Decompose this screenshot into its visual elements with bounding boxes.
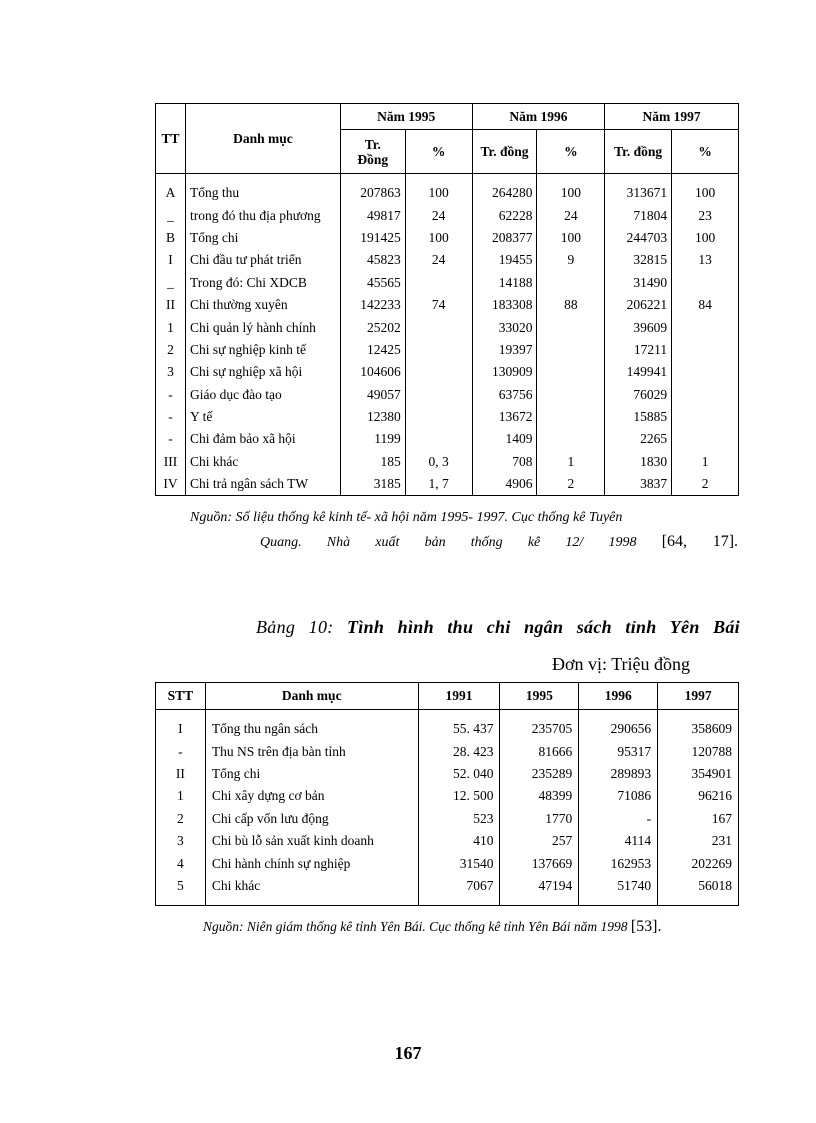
cell-value-1995: 25202 — [340, 316, 405, 338]
cell-stt: 2 — [156, 808, 206, 830]
source-note-1-line2: Quang. Nhà xuất bản thống kê 12/ 1998 [64, 17]. — [260, 533, 739, 550]
t2-header-1995: 1995 — [500, 683, 579, 710]
cell-percent-1997: 84 — [672, 294, 739, 316]
cell-tt: 1 — [156, 316, 186, 338]
cell-stt: 3 — [156, 830, 206, 852]
cell-tt: 2 — [156, 339, 186, 361]
cell-value-1995: 3185 — [340, 473, 405, 496]
cell-tt: A — [156, 174, 186, 205]
cell-1991: 523 — [418, 808, 500, 830]
cell-danh-muc: Chi đảm bảo xã hội — [185, 428, 340, 450]
cell-value-1995: 104606 — [340, 361, 405, 383]
t2-header-1997: 1997 — [658, 683, 739, 710]
cell-value-1996: 708 — [472, 451, 537, 473]
cell-value-1996: 19455 — [472, 249, 537, 271]
table-row — [156, 852, 739, 874]
cell-percent-1997: 13 — [672, 249, 739, 271]
cell-value-1995: 142233 — [340, 294, 405, 316]
cell-1997: 202269 — [658, 852, 739, 874]
cell-danh-muc: Chi thường xuyên — [185, 294, 340, 316]
cell-stt: 4 — [156, 852, 206, 874]
cell-percent-1997: 100 — [672, 227, 739, 249]
cell-percent-1995 — [405, 339, 472, 361]
table-row — [156, 361, 739, 383]
cell-1995: 235289 — [500, 763, 579, 785]
table-row — [156, 808, 739, 830]
budget-table-yen-bai — [155, 682, 739, 906]
cell-percent-1997: 1 — [672, 451, 739, 473]
cell-value-1996: 19397 — [472, 339, 537, 361]
cell-1996: 162953 — [579, 852, 658, 874]
header-tr-dong-1995: Tr. Đồng — [340, 130, 405, 174]
header-year-1997: Năm 1997 — [605, 104, 739, 130]
table-row — [156, 204, 739, 226]
cell-percent-1995 — [405, 272, 472, 294]
cell-danh-muc: Chi khác — [205, 875, 418, 906]
cell-value-1997: 76029 — [605, 384, 672, 406]
cell-tt: I — [156, 249, 186, 271]
cell-percent-1997 — [672, 272, 739, 294]
cell-danh-muc: trong đó thu địa phương — [185, 204, 340, 226]
cell-danh-muc: Tổng thu ngân sách — [205, 710, 418, 741]
cell-stt: 1 — [156, 785, 206, 807]
cell-1991: 410 — [418, 830, 500, 852]
cell-value-1997: 32815 — [605, 249, 672, 271]
table-row — [156, 830, 739, 852]
cell-value-1996: 208377 — [472, 227, 537, 249]
header-year-1996: Năm 1996 — [472, 104, 605, 130]
source-note-1-line1: Nguồn: Số liệu thống kê kinh tế- xã hội năm 1995- 1997. Cục thống kê Tuyên — [190, 510, 623, 525]
cell-percent-1997 — [672, 316, 739, 338]
cell-percent-1997 — [672, 361, 739, 383]
cell-value-1997: 313671 — [605, 174, 672, 205]
header-tr-dong-1997: Tr. đồng — [605, 130, 672, 174]
table-row — [156, 406, 739, 428]
cell-1991: 12. 500 — [418, 785, 500, 807]
table-row — [156, 249, 739, 271]
cell-tt: - — [156, 428, 186, 450]
cell-percent-1996: 2 — [537, 473, 605, 496]
cell-danh-muc: Tổng chi — [205, 763, 418, 785]
cell-1991: 52. 040 — [418, 763, 500, 785]
cell-1995: 1770 — [500, 808, 579, 830]
unit-label: Đơn vị: Triệu đồng — [552, 654, 691, 674]
table-row — [156, 473, 739, 496]
table-row — [156, 316, 739, 338]
cell-percent-1996: 88 — [537, 294, 605, 316]
cell-value-1997: 1830 — [605, 451, 672, 473]
cell-value-1995: 49057 — [340, 384, 405, 406]
header-pct-1995: % — [405, 130, 472, 174]
page-number: 167 — [394, 1043, 422, 1063]
cell-value-1997: 2265 — [605, 428, 672, 450]
cell-danh-muc: Chi khác — [185, 451, 340, 473]
cell-percent-1995 — [405, 384, 472, 406]
cell-value-1997: 3837 — [605, 473, 672, 496]
cell-value-1997: 31490 — [605, 272, 672, 294]
cell-percent-1996 — [537, 384, 605, 406]
cell-value-1996: 62228 — [472, 204, 537, 226]
cell-value-1995: 207863 — [340, 174, 405, 205]
cell-percent-1995: 24 — [405, 204, 472, 226]
source-note-1-ref: [64, 17]. — [661, 533, 739, 550]
cell-percent-1996 — [537, 272, 605, 294]
cell-danh-muc: Tổng chi — [185, 227, 340, 249]
cell-1991: 28. 423 — [418, 740, 500, 762]
cell-tt: - — [156, 406, 186, 428]
cell-percent-1995: 100 — [405, 227, 472, 249]
cell-percent-1996: 1 — [537, 451, 605, 473]
table-row — [156, 710, 739, 741]
cell-tt: _ — [156, 272, 186, 294]
cell-danh-muc: Thu NS trên địa bàn tỉnh — [205, 740, 418, 762]
cell-percent-1997 — [672, 384, 739, 406]
table-row — [156, 740, 739, 762]
cell-danh-muc: Chi sự nghiệp xã hội — [185, 361, 340, 383]
table1-body — [156, 174, 739, 496]
cell-tt: B — [156, 227, 186, 249]
cell-1997: 354901 — [658, 763, 739, 785]
cell-stt: II — [156, 763, 206, 785]
table-row — [156, 294, 739, 316]
cell-percent-1995 — [405, 406, 472, 428]
cell-1995: 81666 — [500, 740, 579, 762]
cell-value-1997: 39609 — [605, 316, 672, 338]
table2-body — [156, 710, 739, 906]
table-row — [156, 428, 739, 450]
cell-percent-1996: 100 — [537, 174, 605, 205]
cell-1997: 96216 — [658, 785, 739, 807]
cell-tt: II — [156, 294, 186, 316]
cell-stt: 5 — [156, 875, 206, 906]
cell-1996: 4114 — [579, 830, 658, 852]
table-row — [156, 763, 739, 785]
caption-prefix: Bảng 10: — [256, 617, 334, 637]
table-row — [156, 451, 739, 473]
source-note-2 — [203, 918, 662, 936]
cell-1997: 231 — [658, 830, 739, 852]
cell-percent-1997: 2 — [672, 473, 739, 496]
table-row — [156, 227, 739, 249]
cell-percent-1995: 0, 3 — [405, 451, 472, 473]
cell-danh-muc: Chi bù lỗ sản xuất kinh doanh — [205, 830, 418, 852]
cell-1996: 71086 — [579, 785, 658, 807]
table-row — [156, 339, 739, 361]
cell-percent-1997: 23 — [672, 204, 739, 226]
cell-1996: 289893 — [579, 763, 658, 785]
cell-1996: 290656 — [579, 710, 658, 741]
cell-value-1995: 45823 — [340, 249, 405, 271]
cell-value-1996: 183308 — [472, 294, 537, 316]
cell-percent-1996: 24 — [537, 204, 605, 226]
cell-percent-1995: 100 — [405, 174, 472, 205]
cell-danh-muc: Chi đầu tư phát triển — [185, 249, 340, 271]
cell-danh-muc: Chi quản lý hành chính — [185, 316, 340, 338]
cell-percent-1995 — [405, 428, 472, 450]
cell-percent-1996 — [537, 361, 605, 383]
table-row — [156, 384, 739, 406]
cell-danh-muc: Chi cấp vốn lưu động — [205, 808, 418, 830]
cell-value-1995: 1199 — [340, 428, 405, 450]
cell-percent-1997: 100 — [672, 174, 739, 205]
cell-value-1995: 191425 — [340, 227, 405, 249]
cell-1995: 137669 — [500, 852, 579, 874]
header-tt: TT — [156, 104, 186, 174]
cell-1996: - — [579, 808, 658, 830]
cell-value-1996: 14188 — [472, 272, 537, 294]
cell-percent-1997 — [672, 428, 739, 450]
cell-1997: 120788 — [658, 740, 739, 762]
cell-1997: 167 — [658, 808, 739, 830]
cell-value-1996: 13672 — [472, 406, 537, 428]
cell-value-1997: 244703 — [605, 227, 672, 249]
cell-percent-1997 — [672, 339, 739, 361]
t2-header-1996: 1996 — [579, 683, 658, 710]
cell-danh-muc: Chi hành chính sự nghiệp — [205, 852, 418, 874]
cell-value-1996: 264280 — [472, 174, 537, 205]
cell-1997: 358609 — [658, 710, 739, 741]
cell-value-1996: 130909 — [472, 361, 537, 383]
cell-danh-muc: Giáo dục đào tạo — [185, 384, 340, 406]
table-row — [156, 875, 739, 906]
cell-value-1997: 149941 — [605, 361, 672, 383]
header-pct-1997: % — [672, 130, 739, 174]
table-row — [156, 174, 739, 205]
t2-header-1991: 1991 — [418, 683, 500, 710]
cell-stt: I — [156, 710, 206, 741]
cell-1996: 51740 — [579, 875, 658, 906]
cell-value-1997: 71804 — [605, 204, 672, 226]
cell-1991: 31540 — [418, 852, 500, 874]
cell-tt: - — [156, 384, 186, 406]
source-note-2-text: Nguồn: Niên giám thống kê tỉnh Yên Bái. Cục thống kê tỉnh Yên Bái năm 1998 — [203, 919, 628, 934]
t2-header-danh-muc: Danh mục — [205, 683, 418, 710]
cell-percent-1996 — [537, 406, 605, 428]
cell-1995: 47194 — [500, 875, 579, 906]
cell-value-1995: 45565 — [340, 272, 405, 294]
cell-percent-1995 — [405, 316, 472, 338]
budget-table-tuyen-quang — [155, 103, 739, 496]
cell-value-1996: 33020 — [472, 316, 537, 338]
cell-1995: 48399 — [500, 785, 579, 807]
cell-value-1995: 12425 — [340, 339, 405, 361]
source-note-1 — [190, 506, 738, 555]
cell-tt: 3 — [156, 361, 186, 383]
source-note-2-ref: [53]. — [630, 918, 662, 935]
cell-1995: 257 — [500, 830, 579, 852]
cell-1995: 235705 — [500, 710, 579, 741]
cell-danh-muc: Chi trả ngân sách TW — [185, 473, 340, 496]
cell-1996: 95317 — [579, 740, 658, 762]
table-row — [156, 272, 739, 294]
cell-value-1997: 206221 — [605, 294, 672, 316]
cell-danh-muc: Tổng thu — [185, 174, 340, 205]
cell-value-1996: 63756 — [472, 384, 537, 406]
cell-danh-muc: Trong đó: Chi XDCB — [185, 272, 340, 294]
cell-danh-muc: Chi xây dựng cơ bản — [205, 785, 418, 807]
cell-percent-1995 — [405, 361, 472, 383]
cell-value-1996: 4906 — [472, 473, 537, 496]
cell-percent-1996: 100 — [537, 227, 605, 249]
cell-percent-1997 — [672, 406, 739, 428]
cell-1991: 55. 437 — [418, 710, 500, 741]
cell-value-1997: 15885 — [605, 406, 672, 428]
cell-percent-1996 — [537, 428, 605, 450]
cell-value-1995: 185 — [340, 451, 405, 473]
header-pct-1996: % — [537, 130, 605, 174]
header-year-1995: Năm 1995 — [340, 104, 472, 130]
cell-1991: 7067 — [418, 875, 500, 906]
cell-tt: III — [156, 451, 186, 473]
cell-percent-1995: 1, 7 — [405, 473, 472, 496]
table-row — [156, 785, 739, 807]
cell-percent-1996 — [537, 339, 605, 361]
caption-title: Tình hình thu chi ngân sách tỉnh Yên Bái — [347, 617, 740, 637]
cell-percent-1995: 74 — [405, 294, 472, 316]
cell-danh-muc: Chi sự nghiệp kinh tế — [185, 339, 340, 361]
table-caption — [256, 617, 740, 638]
cell-value-1995: 49817 — [340, 204, 405, 226]
cell-percent-1995: 24 — [405, 249, 472, 271]
cell-1997: 56018 — [658, 875, 739, 906]
header-danh-muc: Danh mục — [185, 104, 340, 174]
cell-value-1995: 12380 — [340, 406, 405, 428]
cell-tt: _ — [156, 204, 186, 226]
cell-stt: - — [156, 740, 206, 762]
cell-danh-muc: Y tế — [185, 406, 340, 428]
cell-value-1996: 1409 — [472, 428, 537, 450]
cell-value-1997: 17211 — [605, 339, 672, 361]
t2-header-stt: STT — [156, 683, 206, 710]
header-tr-dong-1996: Tr. đồng — [472, 130, 537, 174]
cell-percent-1996 — [537, 316, 605, 338]
cell-tt: IV — [156, 473, 186, 496]
cell-percent-1996: 9 — [537, 249, 605, 271]
